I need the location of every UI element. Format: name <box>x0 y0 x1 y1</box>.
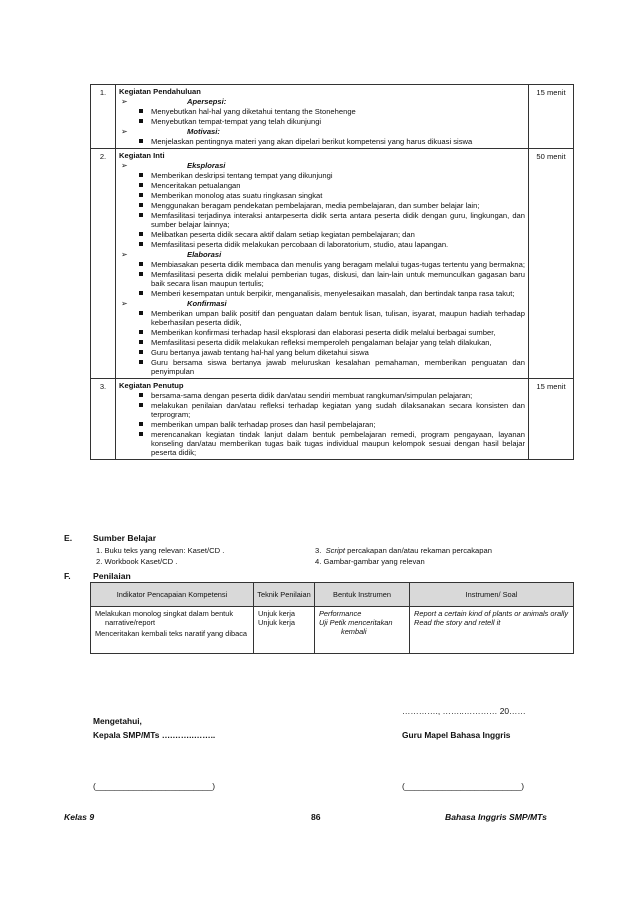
activity-row <box>91 149 574 379</box>
square-bullet-icon <box>139 183 143 187</box>
square-bullet-icon <box>139 403 143 407</box>
list-item: Memfasilitasi terjadinya interaksi antarpeserta didik serta antara peserta didik dengan guru, lingkungan, dan sumber belajar lainnya; <box>137 211 525 229</box>
activity-title: Kegiatan Penutup <box>119 381 184 390</box>
square-bullet-icon <box>139 173 143 177</box>
activity-number: 2. <box>91 149 116 379</box>
activity-content <box>116 149 529 379</box>
assessment-header-row <box>91 583 574 607</box>
activity-time: 50 menit <box>529 149 574 379</box>
indikator-item: Menceritakan kembali teks naratif yang dibaca <box>95 629 247 638</box>
square-bullet-icon <box>139 193 143 197</box>
arrow-bullet-icon: ➢ <box>121 127 128 136</box>
kepala-label: Kepala SMP/MTs ….……..…….. <box>93 730 216 740</box>
list-item: Membiasakan peserta didik membaca dan menulis yang beragam melalui tugas-tugas tertentu yang bermakna; <box>137 260 525 269</box>
source-item: 1. Buku teks yang relevan: Kaset/CD . <box>96 546 225 555</box>
square-bullet-icon <box>139 272 143 276</box>
square-bullet-icon <box>139 119 143 123</box>
square-bullet-icon <box>139 291 143 295</box>
col-header: Teknik Penilaian <box>254 583 315 607</box>
source-item: 3. Script percakapan dan/atau rekaman percakapan <box>315 546 492 555</box>
source-item: 4. Gambar-gambar yang relevan <box>315 557 425 566</box>
activity-title: Kegiatan Inti <box>119 151 165 160</box>
assessment-table <box>90 582 574 654</box>
activity-content <box>116 379 529 460</box>
list-item: memberikan umpan balik terhadap proses dan hasil pembelajaran; <box>137 420 525 429</box>
square-bullet-icon <box>139 242 143 246</box>
soal-item: Report a certain kind of plants or animals orally <box>414 609 569 618</box>
list-item: Menggunakan beragam pendekatan pembelajaran, media pembelajaran, dan sumber belajar lain; <box>137 201 525 210</box>
list-item: Memberikan deskripsi tentang tempat yang dikunjungi <box>137 171 525 180</box>
list-item: Memfasilitasi peserta didik melalui pemberian tugas, diskusi, dan lain-lain untuk memunculkan gagasan baru baik secara lisan maupun tertulis; <box>137 270 525 288</box>
signature-line-left: (_________________________) <box>93 781 216 791</box>
square-bullet-icon <box>139 262 143 266</box>
activity-number: 3. <box>91 379 116 460</box>
teknik-item: Unjuk kerja <box>258 618 295 627</box>
section-letter-e: E. <box>64 533 73 543</box>
signature-line-right: (_________________________) <box>402 781 525 791</box>
indikator-cell <box>91 607 254 654</box>
list-item: Menyebutkan hal-hal yang diketahui tentang the Stonehenge <box>137 107 525 116</box>
section-letter-f: F. <box>64 571 71 581</box>
bentuk-item: Uji Petik menceritakan kembali <box>319 618 393 636</box>
activity-table <box>90 84 574 460</box>
list-item: Memberikan konfirmasi terhadap hasil eksplorasi dan elaborasi peserta didik melalui berbagai sumber, <box>137 328 525 337</box>
activity-content <box>116 85 529 149</box>
list-item: Memfasilitasi peserta didik melakukan percobaan di laboratorium, studio, atau lapangan. <box>137 240 525 249</box>
activity-row <box>91 379 574 460</box>
list-item: Menceritakan petualangan <box>137 181 525 190</box>
subsection-heading: ➢ Apersepsi: <box>121 97 227 106</box>
square-bullet-icon <box>139 422 143 426</box>
list-item: Memberikan umpan balik positif dan penguatan dalam bentuk lisan, tulisan, isyarat, maupun hadiah terhadap keberhasilan peserta didik, <box>137 309 525 327</box>
bentuk-cell <box>315 607 410 654</box>
col-header: Indikator Pencapaian Kompetensi <box>91 583 254 607</box>
col-header: Bentuk Instrumen <box>315 583 410 607</box>
arrow-bullet-icon: ➢ <box>121 97 128 106</box>
arrow-bullet-icon: ➢ <box>121 161 128 170</box>
list-item: merencanakan kegiatan tindak lanjut dalam bentuk pembelajaran remedi, program pengayaan, layanan konseling dan/atau memberikan tugas baik tugas individual maupun kelompok sesuai dengan hasil belajar peserta didik; <box>137 430 525 457</box>
footer-class: Kelas 9 <box>64 812 95 822</box>
date-line: …………., ……..………… 20…… <box>402 706 526 716</box>
footer-subject: Bahasa Inggris SMP/MTs <box>445 812 547 822</box>
subsection-heading: ➢ Konfirmasi <box>121 299 227 308</box>
soal-cell <box>410 607 574 654</box>
bentuk-item: Performance <box>319 609 362 618</box>
teknik-item: Unjuk kerja <box>258 609 295 618</box>
soal-item: Read the story and retell it <box>414 618 501 627</box>
square-bullet-icon <box>139 432 143 436</box>
activity-time: 15 menit <box>529 85 574 149</box>
list-item: melakukan penilaian dan/atau refleksi terhadap kegiatan yang sudah dilaksanakan secara konsisten dan terprogram; <box>137 401 525 419</box>
square-bullet-icon <box>139 393 143 397</box>
source-item: 2. Workbook Kaset/CD . <box>96 557 178 566</box>
mengetahui-label: Mengetahui, <box>93 716 142 726</box>
teknik-cell <box>254 607 315 654</box>
assessment-row <box>91 607 574 654</box>
list-item: Guru bertanya jawab tentang hal-hal yang belum diketahui siswa <box>137 348 525 357</box>
square-bullet-icon <box>139 350 143 354</box>
subsection-heading: ➢ Eksplorasi <box>121 161 226 170</box>
arrow-bullet-icon: ➢ <box>121 250 128 259</box>
list-item: Memberikan monolog atas suatu ringkasan singkat <box>137 191 525 200</box>
list-item: Menyebutkan tempat-tempat yang telah dikunjungi <box>137 117 525 126</box>
square-bullet-icon <box>139 213 143 217</box>
arrow-bullet-icon: ➢ <box>121 299 128 308</box>
square-bullet-icon <box>139 340 143 344</box>
list-item: Menjelaskan pentingnya materi yang akan dipelari berikut kompetensi yang harus dikuasi siswa <box>137 137 525 146</box>
indikator-item: Melakukan monolog singkat dalam bentuk narrative/report <box>95 609 234 627</box>
activity-time: 15 menit <box>529 379 574 460</box>
activity-title: Kegiatan Pendahuluan <box>119 87 201 96</box>
col-header: Instrumen/ Soal <box>410 583 574 607</box>
page-number: 86 <box>311 812 321 822</box>
activity-row <box>91 85 574 149</box>
activity-number: 1. <box>91 85 116 149</box>
list-item: Guru bersama siswa bertanya jawab meluruskan kesalahan pemahaman, memberikan penguatan dan penyimpulan <box>137 358 525 376</box>
list-item: Melibatkan peserta didik secara aktif dalam setiap kegiatan pembelajaran; dan <box>137 230 525 239</box>
sumber-heading: Sumber Belajar <box>93 533 157 543</box>
list-item: Memberi kesempatan untuk berpikir, menganalisis, menyelesaikan masalah, dan bertindak tanpa rasa takut; <box>137 289 525 298</box>
subsection-heading: ➢ Elaborasi <box>121 250 222 259</box>
square-bullet-icon <box>139 330 143 334</box>
penilaian-heading: Penilaian <box>93 571 131 581</box>
square-bullet-icon <box>139 203 143 207</box>
square-bullet-icon <box>139 109 143 113</box>
list-item: Memfasilitasi peserta didik melakukan refleksi memperoleh pengalaman belajar yang telah dilakukan, <box>137 338 525 347</box>
square-bullet-icon <box>139 232 143 236</box>
square-bullet-icon <box>139 311 143 315</box>
square-bullet-icon <box>139 139 143 143</box>
square-bullet-icon <box>139 360 143 364</box>
list-item: bersama-sama dengan peserta didik dan/atau sendiri membuat rangkuman/simpulan pelajaran; <box>137 391 525 400</box>
guru-label: Guru Mapel Bahasa Inggris <box>402 730 511 740</box>
subsection-heading: ➢ Motivasi: <box>121 127 220 136</box>
